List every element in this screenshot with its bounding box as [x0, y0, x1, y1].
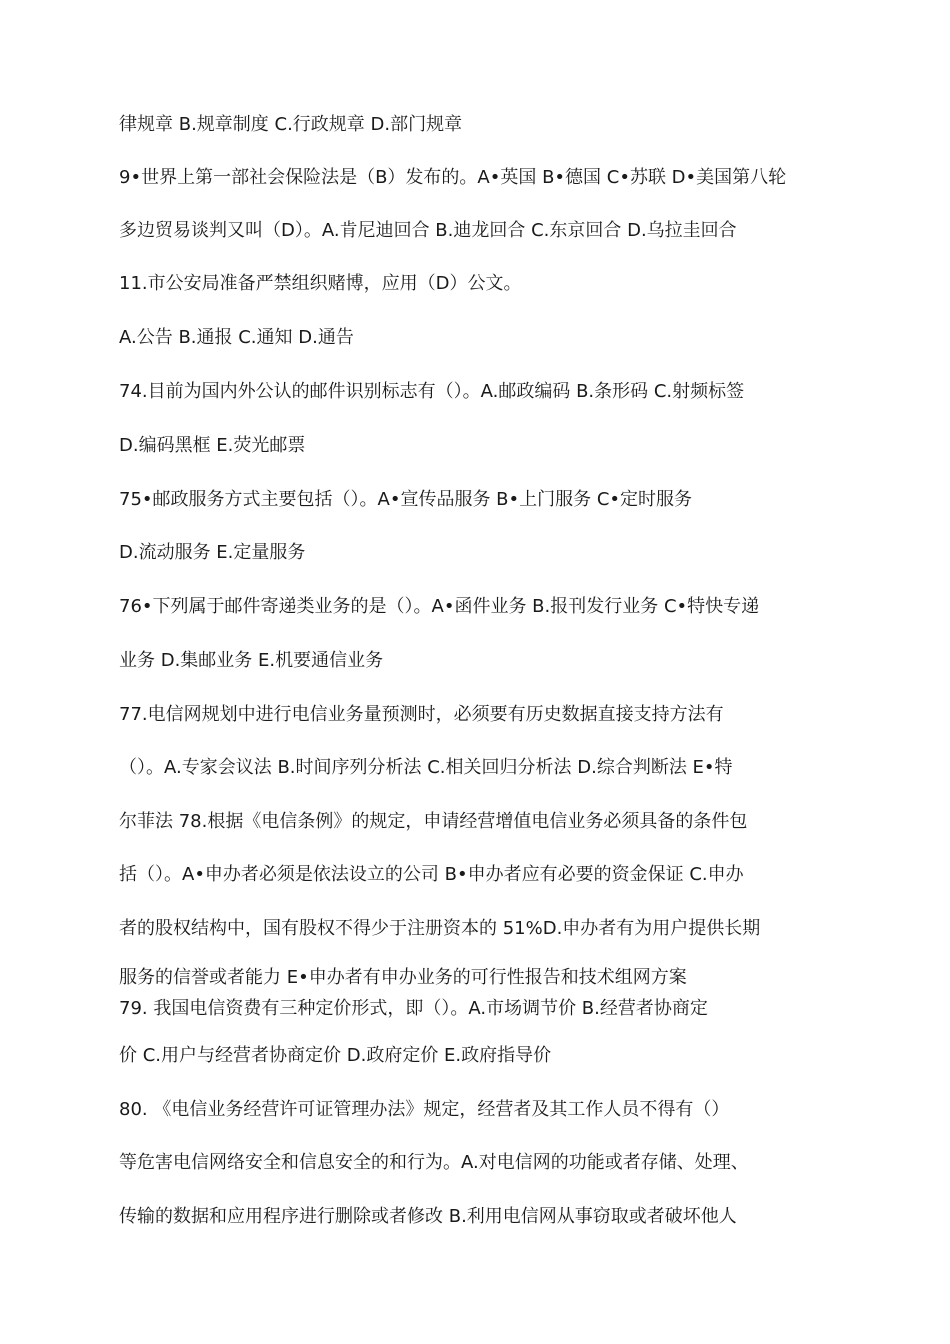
text-line: 11.市公安局准备严禁组织赌博，应用（D）公文。 [119, 273, 522, 294]
text-line: 括（）。A•申办者必须是依法设立的公司 B•申办者应有必要的资金保证 C.申办 [119, 864, 744, 885]
text-line: 者的股权结构中，国有股权不得少于注册资本的 51%D.申办者有为用户提供长期 [119, 918, 761, 939]
text-line: 价 C.用户与经营者协商定价 D.政府定价 E.政府指导价 [119, 1045, 552, 1066]
text-line: 76•下列属于邮件寄递类业务的是（）。A•函件业务 B.报刊发行业务 C•特快专递 [119, 596, 760, 617]
text-line: A.公告 B.通报 C.通知 D.通告 [119, 327, 354, 348]
text-line: D.流动服务 E.定量服务 [119, 542, 306, 563]
text-line: 多边贸易谈判又叫（D）。A.肯尼迪回合 B.迪龙回合 C.东京回合 D.乌拉圭回合 [119, 220, 737, 241]
text-line: 业务 D.集邮业务 E.机要通信业务 [119, 650, 384, 671]
text-line: （）。A.专家会议法 B.时间序列分析法 C.相关回归分析法 D.综合判断法 E•特 [119, 757, 733, 778]
text-line: 律规章 B.规章制度 C.行政规章 D.部门规章 [119, 114, 463, 135]
text-line: 服务的信誉或者能力 E•申办者有申办业务的可行性报告和技术组网方案 [119, 967, 687, 988]
text-line: 80. 《电信业务经营许可证管理办法》规定，经营者及其工作人员不得有（） [119, 1099, 730, 1120]
text-line: 79. 我国电信资费有三种定价形式，即（）。A.市场调节价 B.经营者协商定 [119, 998, 708, 1019]
text-line: 75•邮政服务方式主要包括（）。A•宣传品服务 B•上门服务 C•定时服务 [119, 489, 693, 510]
text-line: 等危害电信网络安全和信息安全的和行为。A.对电信网的功能或者存储、处理、 [119, 1152, 749, 1173]
text-line: 9•世界上第一部社会保险法是（B）发布的。A•英国 B•德国 C•苏联 D•美国第八轮 [119, 167, 787, 188]
text-line: 77.电信网规划中进行电信业务量预测时，必须要有历史数据直接支持方法有 [119, 704, 724, 725]
text-line: 传输的数据和应用程序进行删除或者修改 B.利用电信网从事窃取或者破坏他人 [119, 1206, 737, 1227]
text-line: D.编码黑框 E.荧光邮票 [119, 435, 306, 456]
text-line: 74.目前为国内外公认的邮件识别标志有（）。A.邮政编码 B.条形码 C.射频标签 [119, 381, 745, 402]
text-line: 尔菲法 78.根据《电信条例》的规定，申请经营增值电信业务必须具备的条件包 [119, 811, 748, 832]
